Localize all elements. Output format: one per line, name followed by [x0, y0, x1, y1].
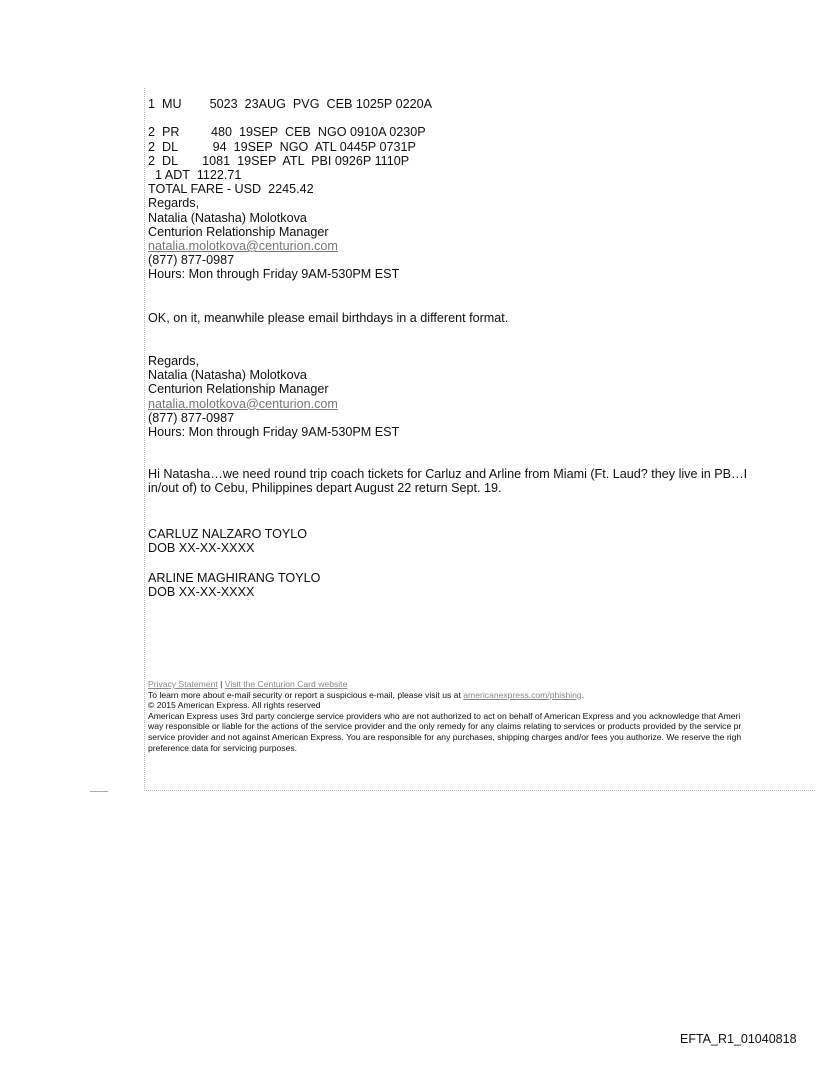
- regards: Regards,: [148, 354, 200, 368]
- itinerary-line: 2 DL 94 19SEP NGO ATL 0445P 0731P: [148, 139, 416, 154]
- privacy-statement-link[interactable]: Privacy Statement: [148, 679, 218, 689]
- sender-title: Centurion Relationship Manager: [148, 224, 329, 239]
- sender-hours: Hours: Mon through Friday 9AM-530PM EST: [148, 425, 400, 440]
- reply-text: OK, on it, meanwhile please email birthdays in a different format.: [148, 311, 509, 325]
- itinerary-line: 1 ADT 1122.71: [148, 168, 242, 183]
- security-text: To learn more about e-mail security or report a suspicious e-mail, please visit us at: [148, 689, 464, 700]
- separator: |: [217, 679, 225, 689]
- passenger-1: [148, 527, 307, 555]
- passenger-dob: DOB XX-XX-XXXX: [148, 541, 255, 556]
- itinerary-line: 1 MU 5023 23AUG PVG CEB 1025P 0220A: [148, 97, 432, 111]
- sender-email-link[interactable]: natalia.molotkova@centurion.com: [148, 239, 338, 254]
- sender-phone: (877) 877-0987: [148, 253, 235, 268]
- regards: Regards,: [148, 196, 200, 211]
- request-line: Hi Natasha…we need round trip coach tickets for Carluz and Arline from Miami (Ft. Laud? they live in PB…I: [148, 467, 748, 481]
- itinerary-line: 2 DL 1081 19SEP ATL PBI 0926P 1110P: [148, 153, 410, 168]
- sender-hours: Hours: Mon through Friday 9AM-530PM EST: [148, 267, 400, 282]
- passenger-name: ARLINE MAGHIRANG TOYLO: [148, 571, 321, 585]
- page-mark: [90, 791, 108, 792]
- copyright: © 2015 American Express. All rights reserved: [148, 700, 321, 711]
- sender-name: Natalia (Natasha) Molotkova: [148, 210, 307, 225]
- sender-name: Natalia (Natasha) Molotkova: [148, 368, 307, 383]
- request-line: in/out of) to Cebu, Philippines depart August 22 return Sept. 19.: [148, 481, 502, 496]
- sender-email-link[interactable]: natalia.molotkova@centurion.com: [148, 396, 338, 411]
- period: .: [581, 689, 585, 700]
- sender-phone: (877) 877-0987: [148, 410, 235, 425]
- passenger-2: [148, 571, 320, 599]
- passenger-dob: DOB XX-XX-XXXX: [148, 585, 255, 600]
- sender-title: Centurion Relationship Manager: [148, 382, 329, 397]
- disclaimer-line: preference data for servicing purposes.: [148, 742, 298, 753]
- document-reference: EFTA_R1_01040818: [680, 1032, 797, 1046]
- total-fare: TOTAL FARE - USD 2245.42: [148, 182, 314, 197]
- itinerary-line: 2 PR 480 19SEP CEB NGO 0910A 0230P: [148, 125, 426, 140]
- disclaimer-line: American Express uses 3rd party concierge service providers who are not authorized to act on behalf of American Express and you acknowledge that Ameri: [148, 710, 741, 721]
- phishing-link[interactable]: americanexpress.com/phishing: [463, 689, 582, 700]
- passenger-name: CARLUZ NALZARO TOYLO: [148, 527, 308, 541]
- email-footer: [148, 679, 741, 753]
- itinerary-block: [148, 97, 432, 282]
- itinerary-line: [148, 111, 432, 125]
- signature-block: [148, 354, 399, 439]
- disclaimer-line: service provider and not against American Express. You are responsible for any purchases, shipping charges and/or fees you authorize. We reserve the righ: [148, 731, 742, 742]
- request-block: [148, 467, 747, 495]
- centurion-website-link[interactable]: Visit the Centurion Card website: [224, 679, 348, 689]
- disclaimer-line: way responsible or liable for the actions of the service provider and the only remedy for any claims relating to services or products provided by the service pr: [148, 721, 742, 732]
